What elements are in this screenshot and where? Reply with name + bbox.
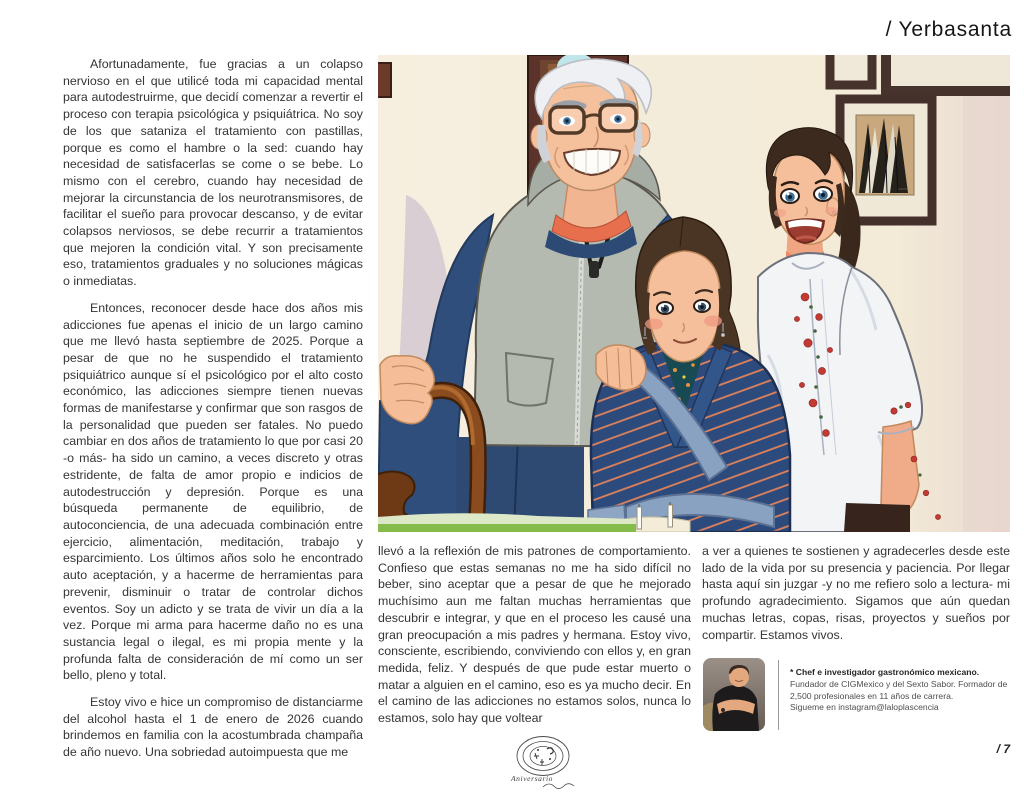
section-title: / Yerbasanta (885, 18, 1012, 41)
family-illustration (378, 55, 1010, 532)
article-column-3 (702, 543, 1010, 653)
father-left-hand (380, 356, 434, 424)
bio-instagram: Sigueme en instagram@laloplascencia (790, 702, 939, 713)
author-bio (790, 667, 1012, 714)
bio-lead: * Chef e investigador gastronómico mexicano. (790, 667, 980, 677)
article-paragraph: Entonces, reconocer desde hace dos años mis adicciones fue apenas el inicio de un largo camino que me llevó hasta septiembre de 2025. Porque a pesar de que no he suspendido el tratamiento psiquiátrico aunque sí el psicológico por el alto costo económico, las adicciones siempre tienen nuevas formas de manifestarse y confirmar que son rasgos de la personalidad que pueden ser fatales. No puedo cambiar en dos años de tratamiento lo que por casi 20 -o más- ha sido un camino, a veces discreto y otras estridente, de falta de amor propio e indicios de autodestrucción y depresión. Porque es una búsqueda permanente de equilibrio, de autoconciencia, de una adecuada combinación entre ejercicio, alimentación, meditación, trabajo y esparcimiento. Los últimos años solo he encontrado auto aceptación, y a hacerme de herramientas para prevenir, disminuir o tratar de controlar dichos eventos. Soy un adicto y se trata de vivir un día a la vez. Porque mi arma para hacerme daño no es una sustancia legal o ilegal, es mi propia mente y la profunda falta de consideración de mí como un ser bello, pleno y total. (63, 300, 363, 683)
article-paragraph: llevó a la reflexión de mis patrones de comportamiento. Confieso que estas semanas no me ha sido difícil no beber, sino aceptar que a pesar de que he mejorado muchísimo aun me faltan muchas herramientas que descubrir e integrar, y que en el proceso les causé una gran preocupación a mis padres y hermana. Estoy vivo, consciente, escribiendo, conviviendo con ellos y, en gran medida, feliz. Y después de que pude estar muerto o matar a alguien en el camino, eso es ya mucho decir. En el camino de las adicciones no estamos solos, nunca lo estamos, solo hay que voltear (378, 544, 691, 726)
article-paragraph: Afortunadamente, fue gracias a un colapso nervioso en el que utilicé toda mi capacidad mental para autodestruirme, que decidí comenzar a revertir el proceso con terapia psicológica y psiquiátrica. No soy de los que sataniza el tratamiento con pastillas, porque es como el hambre o la sed: cuando hay necesidad de satisfacerlas se come o se bebe. Lo mismo con el cerebro, cuando hay necesidad de mejorar la circunstancia de los neurotransmisores, de facilitar el sueño para provocar descanso, y de evitar colapsos nerviosos, se debe recurrir a tratamientos que mejoren la condición vital. Y son precisamente eso, tratamientos graduales y no soluciones mágicas o inmediatas. (63, 57, 363, 289)
article-paragraph: a ver a quienes te sostienen y agradecerles desde este lado de la vida por su presencia y paciencia. Por llegar hasta aquí sin juzgar -y no me refiero solo a lectura- mi profundo agradecimiento. Sigamos que aún quedan muchas letras, copas, risas, proyectos y sueños por compartir. Estamos vivos. (702, 544, 1010, 642)
divider (778, 660, 779, 730)
bio-rest: Fundador de CIGMexico y del Sexto Sabor. Formador de 2,500 profesionales en 11 años de carrera. (790, 678, 1008, 701)
article-column-1 (63, 56, 363, 771)
author-photo (703, 658, 765, 731)
article-paragraph: Estoy vivo e hice un compromiso de distanciarme del alcohol hasta el 1 de enero de 2026 cuando brindemos en familia con la acostumbrada champaña de año nuevo. Una sobriedad autoimpuesta que me (63, 695, 363, 760)
logo-caption: Aniversario (511, 774, 554, 783)
article-column-2 (378, 543, 691, 737)
picture-frame-small (378, 63, 391, 97)
pants (844, 503, 910, 532)
anniversary-logo (497, 735, 589, 793)
page-number: / 7 (996, 742, 1010, 756)
